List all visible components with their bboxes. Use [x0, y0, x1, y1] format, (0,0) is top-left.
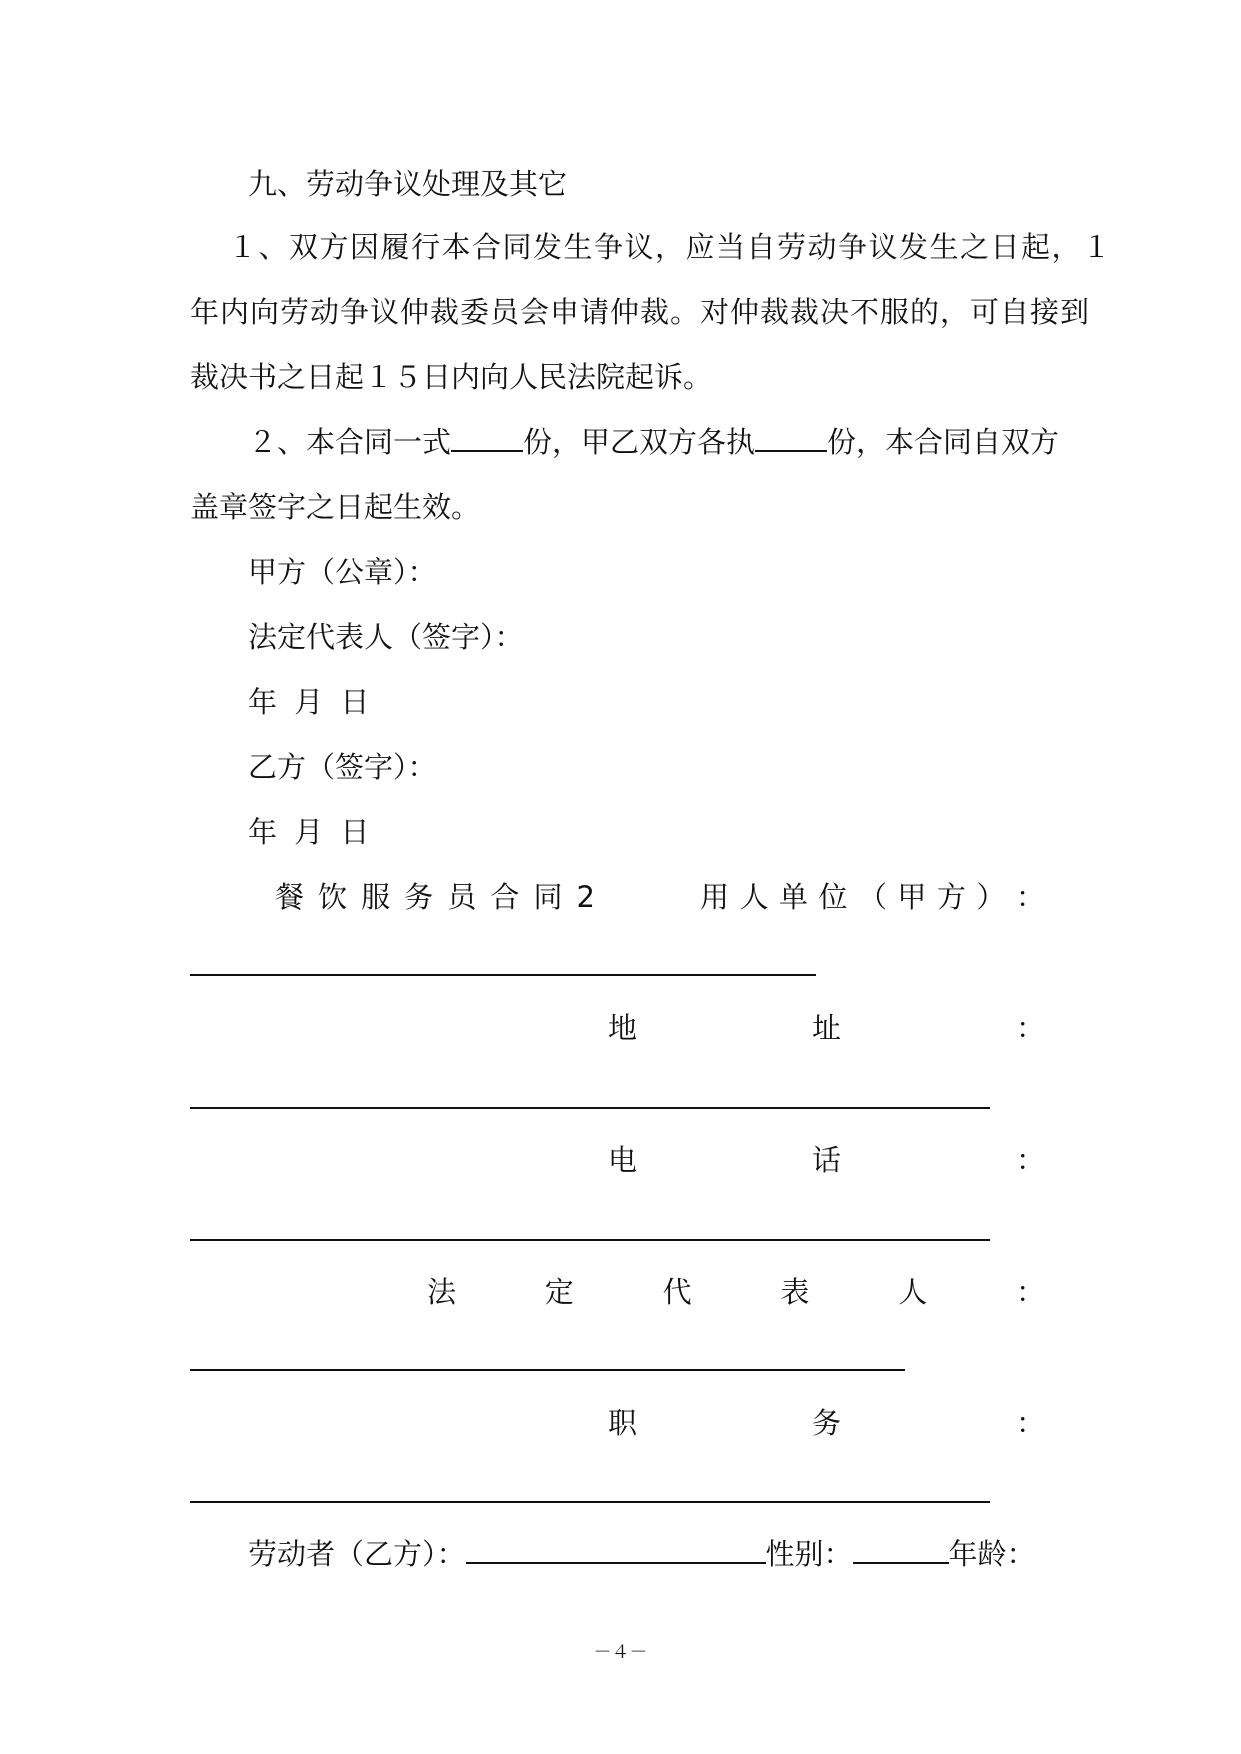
- date-line-1: 年 月 日: [248, 685, 370, 719]
- position-label-char: ：: [1015, 1406, 1045, 1440]
- employer-label-char: 甲: [897, 880, 927, 914]
- clause-2-part-2: 份，甲乙双方各执: [523, 425, 756, 459]
- employer-label-char: （: [857, 880, 887, 914]
- address-label-char: ：: [1015, 1011, 1045, 1045]
- legal-rep-label-char: 法: [427, 1275, 457, 1309]
- employer-label-char: 位: [818, 880, 848, 914]
- position-label-char: 务: [811, 1406, 841, 1440]
- address-label: [608, 1008, 1045, 1048]
- section-title: 九、劳动争议处理及其它: [248, 167, 568, 201]
- legal-rep-label-char: 定: [544, 1275, 574, 1309]
- phone-label-char: 电: [608, 1143, 638, 1177]
- title-char: 合: [490, 880, 520, 914]
- phone-label-char: ：: [1015, 1143, 1045, 1177]
- worker-name-blank[interactable]: [466, 1534, 766, 1564]
- gender-blank[interactable]: [853, 1534, 949, 1564]
- party-a-seal: 甲方（公章）：: [248, 555, 437, 589]
- employer-label-char: 用: [700, 880, 730, 914]
- title-char: 务: [404, 880, 434, 914]
- worker-label: 劳动者（乙方）：: [248, 1537, 466, 1571]
- copies-each-blank[interactable]: [755, 422, 827, 452]
- title-char: 餐: [275, 880, 305, 914]
- title-char: 饮: [318, 880, 348, 914]
- legal-rep-label-char: 表: [780, 1275, 810, 1309]
- phone-label-char: 话: [811, 1143, 841, 1177]
- position-blank[interactable]: [190, 1501, 990, 1503]
- legal-rep-label-char: 人: [898, 1275, 928, 1309]
- gender-label: 性别：: [765, 1537, 853, 1571]
- employer-label-char: 人: [739, 880, 769, 914]
- legal-rep-blank[interactable]: [190, 1369, 905, 1371]
- employer-label-char: 单: [778, 880, 808, 914]
- position-label: [608, 1403, 1045, 1443]
- worker-line: [248, 1534, 1036, 1574]
- address-blank[interactable]: [190, 1107, 990, 1109]
- page-number: －４－: [593, 1642, 648, 1663]
- address-label-char: 址: [811, 1011, 841, 1045]
- employer-label-char: ）: [976, 880, 1006, 914]
- title-char: 2: [576, 880, 595, 914]
- clause-2-line-2: 盖章签字之日起生效。: [190, 490, 481, 524]
- employer-label-char: 方: [936, 880, 966, 914]
- age-label: 年龄：: [948, 1537, 1036, 1571]
- contract-2-title: [275, 877, 595, 917]
- employer-label: [700, 877, 1045, 917]
- employer-label-char: ：: [1015, 880, 1045, 914]
- position-label-char: 职: [608, 1406, 638, 1440]
- title-char: 员: [447, 880, 477, 914]
- address-label-char: 地: [608, 1011, 638, 1045]
- legal-rep-label: [427, 1272, 1045, 1312]
- clause-2-part-3: 份，本合同自双方: [827, 425, 1060, 459]
- legal-rep-label-char: 代: [662, 1275, 692, 1309]
- title-char: 同: [533, 880, 563, 914]
- party-b-signature: 乙方（签字）：: [248, 750, 437, 784]
- phone-blank[interactable]: [190, 1239, 990, 1241]
- clause-1-line-1-text: １、双方因履行本合同发生争议，应当自劳动争议发生之日起，１: [228, 230, 1113, 264]
- legal-rep-label-char: ：: [1015, 1275, 1045, 1309]
- clause-1-line-2: 年内向劳动争议仲裁委员会申请仲裁。对仲裁裁决不服的，可自接到: [190, 295, 1091, 329]
- clause-2-line-1: [248, 422, 1059, 462]
- clause-1-line-1: [228, 227, 1113, 267]
- date-line-2: 年 月 日: [248, 815, 370, 849]
- copies-total-blank[interactable]: [451, 422, 523, 452]
- employer-blank[interactable]: [190, 974, 816, 976]
- title-char: 服: [361, 880, 391, 914]
- clause-1-line-3: 裁决书之日起１５日内向人民法院起诉。: [190, 360, 713, 394]
- legal-rep-signature: 法定代表人（签字）：: [248, 620, 524, 654]
- clause-2-part-1: ２、本合同一式: [248, 425, 452, 459]
- phone-label: [608, 1140, 1045, 1180]
